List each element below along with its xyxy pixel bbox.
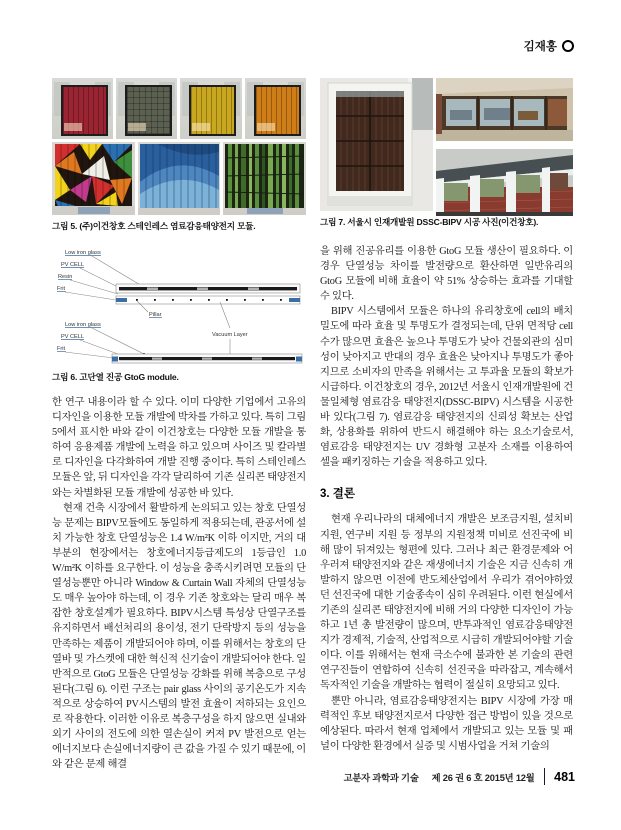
furniture-shape [192,123,210,131]
page-footer [344,768,575,785]
author-name: 김재홍 [523,41,557,53]
fig6-caption-text: 고단열 진공 GtoG module. [77,372,179,382]
fig5-photo-olive-module [116,78,177,139]
footer-divider [544,768,546,785]
furniture-shape [64,123,82,131]
figure-5 [52,78,306,232]
fig5-photo-blue-module [138,142,221,215]
label-pv-cell: PV CELL [61,262,85,268]
label-vacuum-layer: Vacuum Layer [212,332,248,338]
label-pv-cell-2: PV CELL [61,334,85,340]
figure-6 [52,244,306,383]
fig5-caption-label: 그림 5. [52,221,78,231]
figure-7 [320,78,573,228]
section-heading-conclusion: 3. 결론 [320,488,356,501]
author-ring-icon [562,40,574,52]
fig5-photo-orange-module [245,78,306,139]
paragraph: BIPV 시스템에서 모듈은 하나의 유리창호에 cell의 배치 밀도에 따라 효율 및 투명도가 결정되는데, 단위 면적당 cell 수가 많으면 효율은 높으나 투명도가 낮아 건물외관의 심미성이 낮아지고 반대의 경우 효율은 낮아지나 투명도가 좋아지므로 소비자의 만족을 위해서는 고 투과율 모듈의 확보가 시급하다. 이건창호의 경우, 2012년 서울시 인재개발원에 건물일체형 염료감응 태양전지(DSSC-BIPV) 시스템을 시공한 바 있다(그림 7). 염료감응 태양전지의 신뢰성 확보는 산업화, 상용화를 위하여 반드시 해결해야 하는 요소기술로서, 염료감응 태양전지는 UV 경화형 고분자 소재를 이용하여 셀을 패키징하는 기술을 적용하고 있다. [320,306,573,469]
fig5-photo-grid [52,78,306,215]
label-frit-2: Frit [57,346,66,352]
fig6-caption [52,371,306,383]
fig7-photo-exterior [436,149,573,221]
paragraph: 현재 우리나라의 대체에너지 개발은 보조금지원, 설치비지원, 연구비 지원 등 정부의 지원정책 미비로 선진국에 비해 많이 뒤져있는 형편에 있다. 그러나 최근 환경문제와 어우러져 태양전지와 같은 재생에너지 기술은 지금 신속히 개발하지 않으면 이전에 반도체산업에서 우리가 겪어야하였던 선진국에 대한 기술종속이 심히 우려된다. 이런 현실에서 기존의 실리콘 태양전지에 비해 거의 다양한 디자인이 가능하고 1년 총 발전량이 많으며, 반투과적인 염료감응태양전지가 경제적, 기술적, 산업적으로 시급히 개발되어야할 기술이다. 이를 위해서는 현재 극소수에 불과한 본 기술의 관련 연구진들이 연합하여 신속히 선진국을 따라잡고, 계속해서 독자적인 기술을 개발하는 협력이 절실히 요망되고 있다. [320,514,573,692]
furniture-shape [128,123,146,131]
paragraph: 현재 건축 시장에서 활발하게 논의되고 있는 창호 단열성능 문제는 BIPV모듈에도 동일하게 적용되는데, 관공서에 설치 가능한 창호 단열성능은 1.4 W/m²K 이하 이지만, 거의 대부분의 현장에서는 창호에너지등급제도의 1등급인 1.0 W/m²K 이하를 요구한다. 이 성능을 충족시키려면 모듈의 단열성능뿐만 아니라 Window & Curtain Wall 자체의 단열성능도 매우 높아야 하는데, 이 경우 기존 창호와는 달리 매우 복잡한 창호설계가 필요하다. BIPV시스템 특성상 단열구조를 유지하면서 배선처리의 용이성, 전기 단락방지 등의 성능을 만족하는 제품이 개발되어야 하며, 이를 위해서는 창호의 단열바 및 가스켓에 대한 혁신적 신기술이 개발되어야 한다. 일반적으로 GtoG 모듈은 단열성능 강화를 위해 복층으로 구성된다(그림 6). 이런 구조는 pair glass 사이의 공기온도가 지속적으로 상승하여 PV시스템의 발전 효율이 저하되는 요인으로 작용한다. 이러한 이유로 복층구성을 하지 않으면 실내와 외기 사이의 전도에 의한 열손실이 커져 PV 발전으로 얻는 에너지보다 손실에너지량이 큰 값을 가질 수 있기 때문에, 이와 같은 문제 해결 [52,502,306,771]
label-low-iron-glass-2: Low iron glass [65,322,101,328]
fig5-caption [52,220,306,232]
paragraph: 뿐만 아니라, 염료감응태양전지는 BIPV 시장에 가장 매력적인 후보 태양전지로서 다양한 접근 방법이 있을 것으로 예상된다. 따라서 현재 업체에서 개발되고 있는 모듈 및 패널이 다양한 환경에서 실증 및 시범사업을 거쳐 기술의 [320,695,573,752]
right-column [320,78,573,754]
left-column [52,78,306,772]
paragraph: 을 위해 진공유리를 이용한 GtoG 모듈 생산이 필요하다. 이 경우 단열성능 차이를 발전량으로 환산하면 일반유리의 GtoG 모듈에 비해 효율이 약 51% 상승하는 효과를 기대할 수 있다. [320,246,573,303]
fig7-photo-interior [436,78,573,146]
fig7-caption [320,216,573,228]
fig5-photo-red-module [52,78,113,139]
fig5-caption-text: (주)이건창호 스테인레스 염료감응태양전지 모듈. [77,221,256,231]
label-frit: Frit [57,286,66,292]
fig5-photo-mosaic-module [52,142,135,215]
gtog-module-diagram [52,244,306,366]
fig6-caption-label: 그림 6. [52,372,78,382]
journal-title: 고분자 과학과 기술 [343,772,419,783]
label-pillar: Pillar [149,312,162,318]
fig7-photo-window [320,78,433,211]
fig7-photo-grid [320,78,573,211]
fig7-caption-label: 그림 7. [320,217,346,227]
label-resin: Resin [58,274,73,280]
label-low-iron-glass: Low iron glass [65,250,101,256]
page-header [524,38,574,54]
fig7-caption-text: 서울시 인재개발원 DSSC-BIPV 시공 사진(이건창호). [345,217,539,227]
paragraph: 한 연구 내용이라 할 수 있다. 이미 다양한 기업에서 고유의 디자인을 이용한 모듈 개발에 박차를 가하고 있다. 특히 그림 5에서 표시한 바와 같이 이건창호는 다양한 모듈 개발을 통하여 응용제품 개발에 노력을 하고 있으며 사이즈 및 칼라별로 디자인을 다각화하여 개발 진행 중이다. 특히 스테인레스 모듈은 앞, 뒤 디자인을 각각 달리하여 기존 실리콘 태양전지와는 차별화된 모듈 개발에 성공한 바 있다. [52,397,306,499]
furniture-shape [257,123,275,131]
fig7-photo-stack [436,78,573,211]
fig5-photo-bamboo-module [223,142,306,215]
page-number: 481 [554,769,575,784]
fig5-photo-yellow-module [180,78,241,139]
journal-issue: 제 26 권 6 호 2015년 12월 [431,772,535,783]
